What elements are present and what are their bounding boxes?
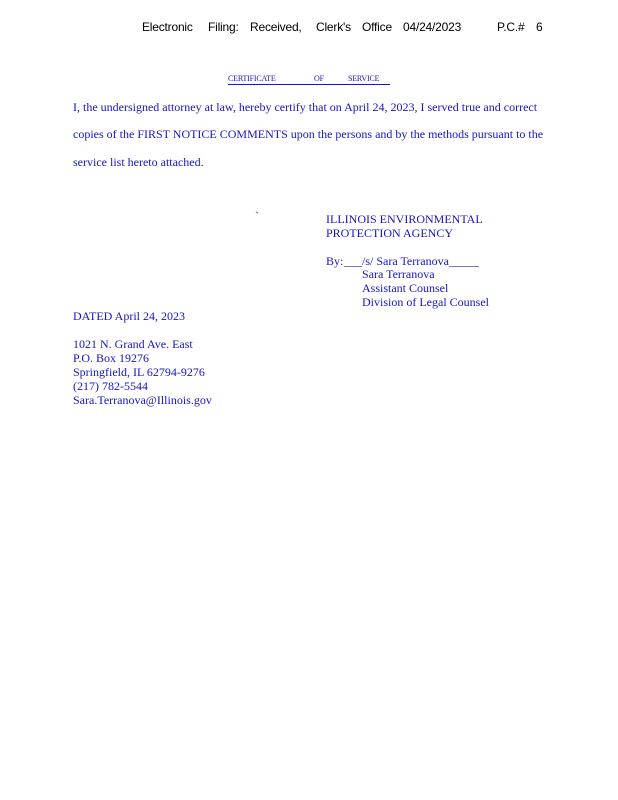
body-line-3: service list hereto attached. [73, 155, 204, 169]
header-office: Office [362, 20, 392, 34]
address-email: Sara.Terranova@Illinois.gov [73, 393, 212, 407]
title-service: SERVICE [348, 74, 380, 83]
by-label: By: [326, 254, 344, 268]
stray-tick-mark: ` [255, 209, 259, 223]
agency-name-line-2: PROTECTION AGENCY [326, 226, 454, 240]
address-phone: (217) 782-5544 [73, 379, 148, 393]
agency-name-line-1: ILLINOIS ENVIRONMENTAL [326, 212, 483, 226]
signer-title: Assistant Counsel [362, 281, 449, 295]
header-electronic: Electronic [142, 20, 193, 34]
body-line-1: I, the undersigned attorney at law, hereby certify that on April 24, 2023, I served true and correct [73, 100, 538, 114]
signer-name: Sara Terranova [362, 267, 435, 281]
header-date: 04/24/2023 [403, 20, 462, 34]
certificate-title [228, 74, 390, 85]
signature-line: ___/s/ Sara Terranova_____ [344, 254, 479, 268]
header-filing: Filing: [208, 20, 239, 34]
header-received: Received, [250, 20, 302, 34]
header-clerks: Clerk's [316, 20, 351, 34]
body-line-2: copies of the FIRST NOTICE COMMENTS upon the persons and by the methods pursuant to the [73, 127, 544, 141]
signer-division: Division of Legal Counsel [362, 295, 489, 309]
address-city: Springfield, IL 62794-9276 [73, 365, 205, 379]
address-block [73, 337, 212, 407]
header-pc-number: 6 [536, 20, 543, 34]
title-certificate: CERTIFICATE [228, 74, 276, 83]
address-po-box: P.O. Box 19276 [73, 351, 150, 365]
address-street: 1021 N. Grand Ave. East [73, 337, 193, 351]
header-pc: P.C.# [497, 20, 525, 34]
title-of: OF [314, 74, 324, 83]
dated-line: DATED April 24, 2023 [73, 309, 185, 323]
